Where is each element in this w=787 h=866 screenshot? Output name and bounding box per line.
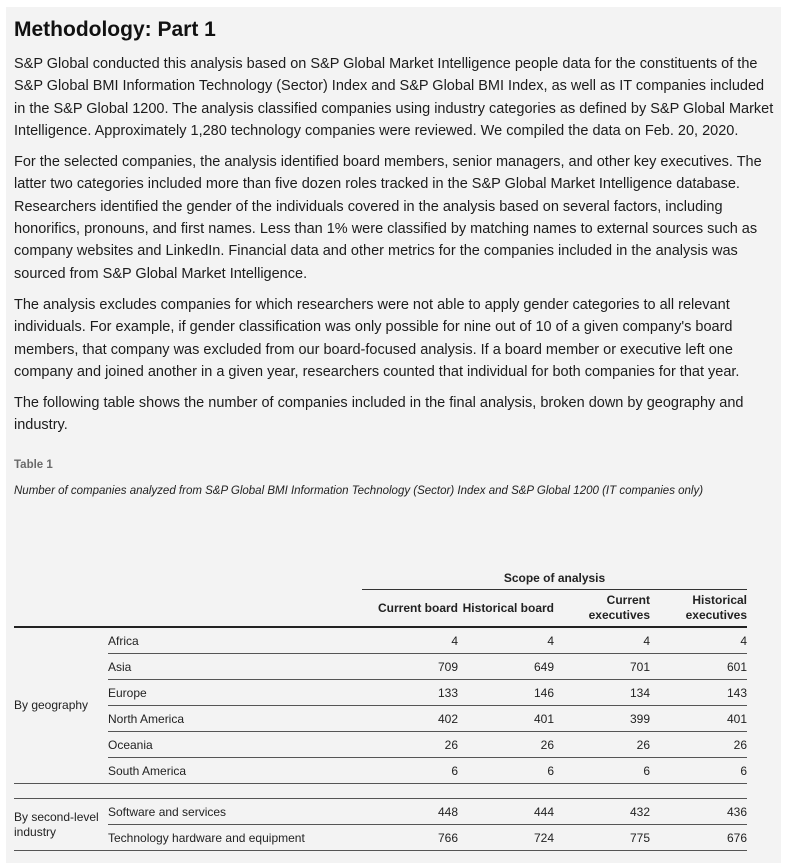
table-cell: 146 xyxy=(458,680,554,706)
table-row xyxy=(14,680,747,706)
column-header: Current board xyxy=(362,590,458,628)
table-cell: 6 xyxy=(554,758,650,784)
table-cell: 676 xyxy=(650,825,747,851)
table-cell: 133 xyxy=(362,680,458,706)
table-cell: 4 xyxy=(362,627,458,654)
table-cell: 649 xyxy=(458,654,554,680)
row-label: Europe xyxy=(108,680,362,706)
table-cell: 26 xyxy=(362,732,458,758)
table-row xyxy=(14,825,747,851)
table-header-scope xyxy=(14,567,747,590)
scope-header: Scope of analysis xyxy=(362,567,747,590)
table-header-columns xyxy=(14,590,747,628)
paragraph-4: The following table shows the number of companies included in the final analysis, broken down by geography and industry. xyxy=(14,395,744,434)
companies-table xyxy=(14,567,747,851)
table-cell: 709 xyxy=(362,654,458,680)
table-cell: 444 xyxy=(458,799,554,825)
table-cell: 766 xyxy=(362,825,458,851)
table-cell: 401 xyxy=(458,706,554,732)
table-cell: 601 xyxy=(650,654,747,680)
paragraph-1: S&P Global conducted this analysis based on S&P Global Market Intelligence people data for the constituents of the S&P Global BMI Information Technology (Sector) Index and S&P Global BMI Index, as well as IT companies included in the S&P Global 1200. The analysis classified companies using industry categories as defined by S&P Global Market Intelligence. Approximately 1,280 technology companies were reviewed. We compiled the data on Feb. 20, 2020. xyxy=(14,56,774,139)
table-row xyxy=(14,799,747,825)
table-row xyxy=(14,758,747,784)
table-cell: 6 xyxy=(362,758,458,784)
table-cell: 401 xyxy=(650,706,747,732)
paragraph-2: For the selected companies, the analysis identified board members, senior managers, and other key executives. The latter two categories included more than five dozen roles tracked in the S&P Global Market Intelligence database. Researchers identified the gender of the individuals covered in the analysis based on several factors, including honorifics, pronouns, and first names. Less than 1% were classified by matching names to external sources such as company websites and LinkedIn. Financial data and other metrics for the companies included in the analysis was sourced from S&P Global Market Intelligence. xyxy=(14,154,762,282)
row-label: Technology hardware and equipment xyxy=(108,825,362,851)
row-label: South America xyxy=(108,758,362,784)
table-cell: 143 xyxy=(650,680,747,706)
geography-rows xyxy=(14,627,747,784)
table-row xyxy=(14,654,747,680)
table-cell: 402 xyxy=(362,706,458,732)
table-row xyxy=(14,627,747,654)
table-cell: 399 xyxy=(554,706,650,732)
row-label: Asia xyxy=(108,654,362,680)
table-cell: 26 xyxy=(554,732,650,758)
methodology-panel xyxy=(6,7,781,863)
table-cell: 448 xyxy=(362,799,458,825)
table-cell: 775 xyxy=(554,825,650,851)
table-cell: 134 xyxy=(554,680,650,706)
table-row xyxy=(14,732,747,758)
table-caption: Number of companies analyzed from S&P Global BMI Information Technology (Sector) Index and S&P Global 1200 (IT companies only) xyxy=(14,484,704,497)
column-header: Current executives xyxy=(554,590,650,628)
row-label: North America xyxy=(108,706,362,732)
row-group-label: By geography xyxy=(14,627,108,784)
table-cell: 6 xyxy=(650,758,747,784)
row-label: Software and services xyxy=(108,799,362,825)
table-cell: 26 xyxy=(458,732,554,758)
column-header: Historical board xyxy=(458,590,554,628)
table-cell: 6 xyxy=(458,758,554,784)
table-cell: 4 xyxy=(554,627,650,654)
table-cell: 436 xyxy=(650,799,747,825)
table-cell: 4 xyxy=(650,627,747,654)
table-cell: 432 xyxy=(554,799,650,825)
industry-rows xyxy=(14,799,747,851)
table-row xyxy=(14,706,747,732)
row-label: Oceania xyxy=(108,732,362,758)
table-label: Table 1 xyxy=(14,458,53,471)
row-group-label: By second-level industry xyxy=(14,799,108,851)
paragraph-3: The analysis excludes companies for which researchers were not able to apply gender categories to all relevant individuals. For example, if gender classification was only possible for nine out of 10 of a given company's board members, that company was excluded from our board-focused analysis. If a board member or executive left one company and joined another in a given year, researchers counted that individual for both companies for that year. xyxy=(14,296,740,380)
page-title: Methodology: Part 1 xyxy=(14,18,216,41)
table-cell: 26 xyxy=(650,732,747,758)
row-label: Africa xyxy=(108,627,362,654)
content xyxy=(14,17,776,497)
column-header: Historical executives xyxy=(650,590,747,628)
table-cell: 4 xyxy=(458,627,554,654)
table-cell: 724 xyxy=(458,825,554,851)
table-cell: 701 xyxy=(554,654,650,680)
